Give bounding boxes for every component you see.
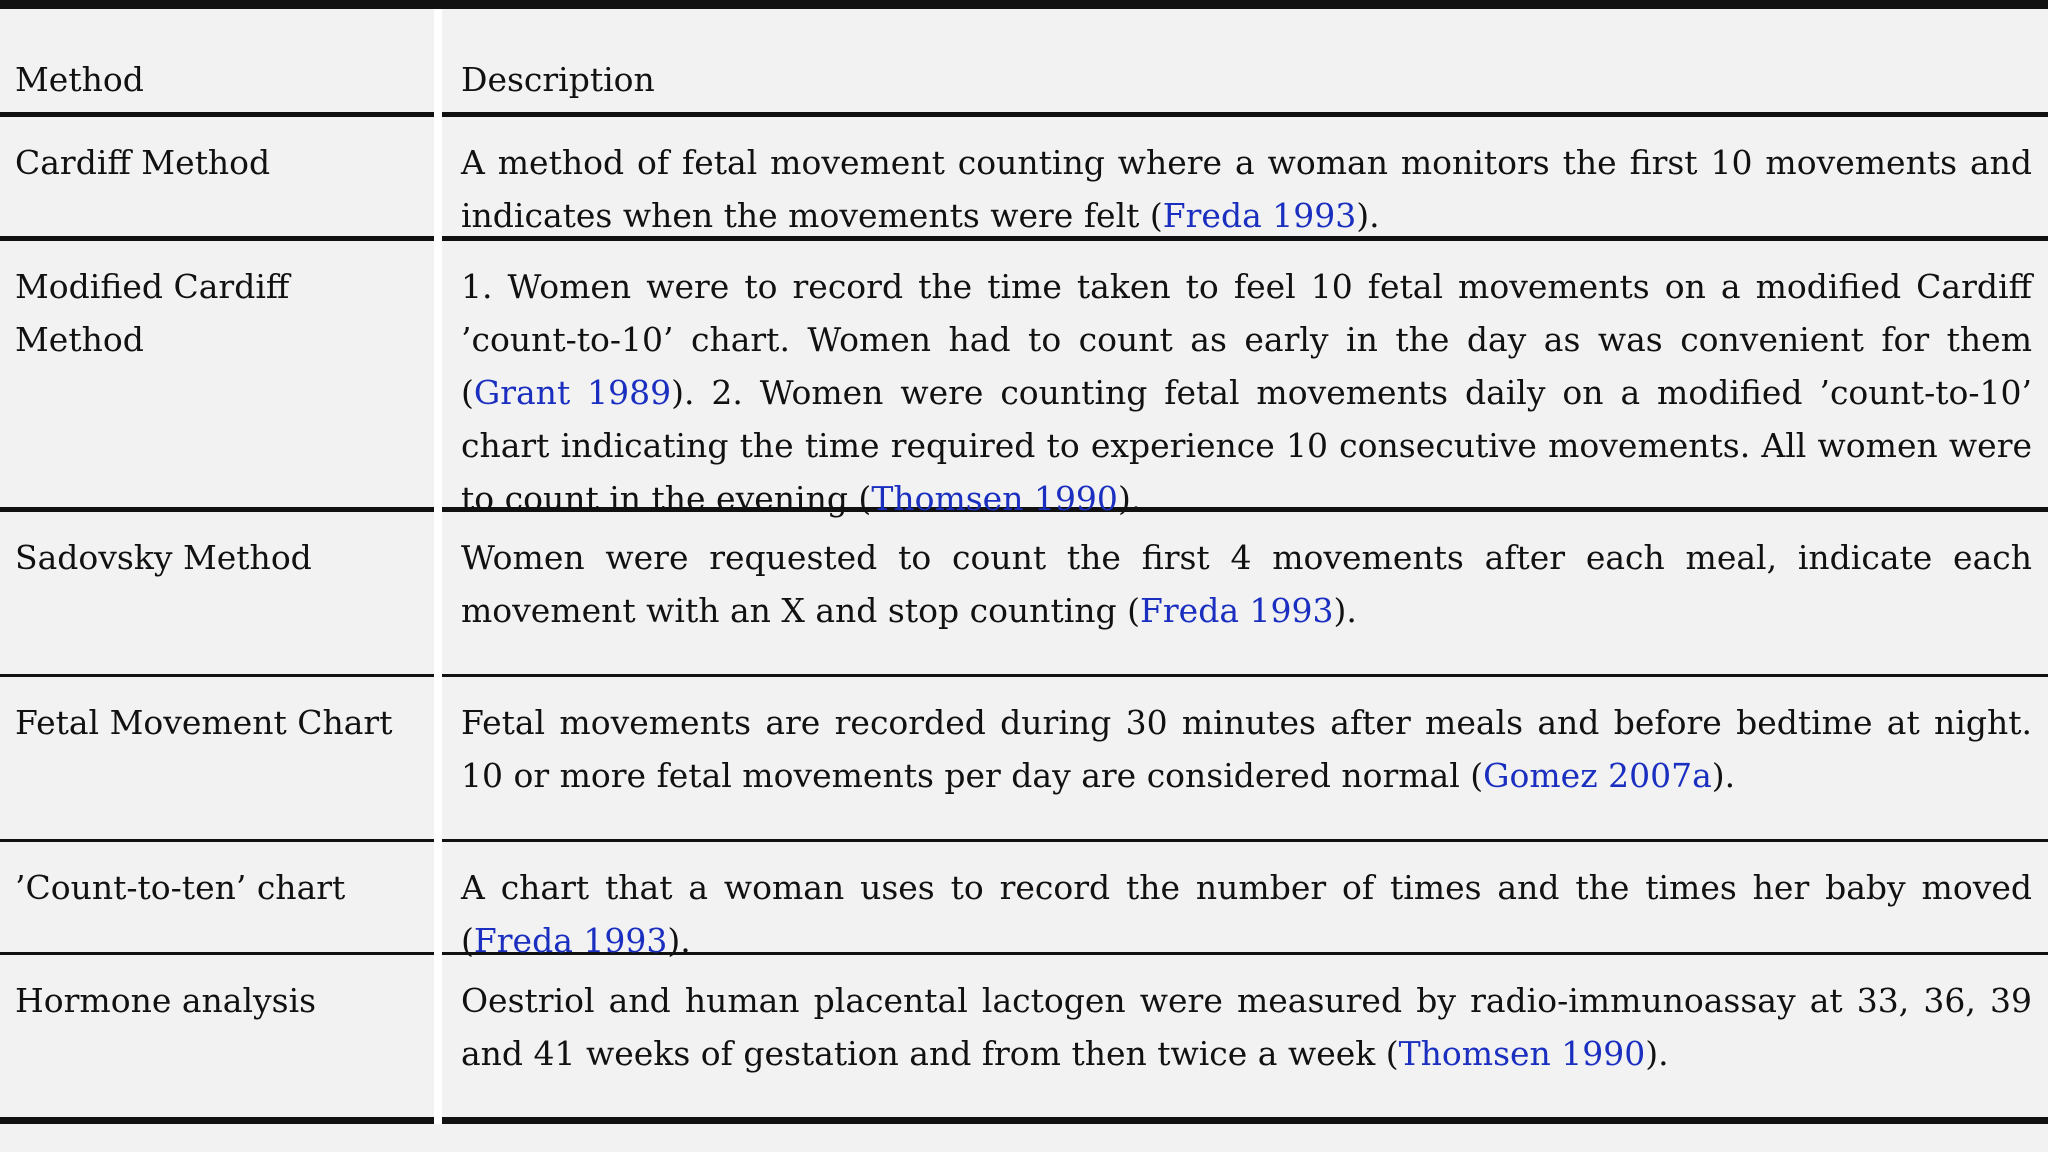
method-name: ’Count-to-ten’ chart — [15, 868, 346, 907]
citation-link[interactable]: Freda 1993 — [1162, 196, 1357, 235]
method-description: Oestriol and human placental lactogen were measured by radio-immunoassay at 33, 36, 39 and 41 weeks of gestation and from then twice a week (Thomsen 1990). — [461, 981, 2032, 1073]
method-name: Cardiff Method — [15, 143, 271, 182]
method-description: Women were requested to count the first 4 movements after each meal, indicate each movement with an X and stop counting (Freda 1993). — [461, 538, 2032, 630]
table-header-row — [0, 5, 2048, 115]
column-header-description: Description — [438, 5, 2048, 115]
citation-link[interactable]: Freda 1993 — [473, 921, 668, 960]
table-row — [0, 841, 2048, 954]
method-description: A chart that a woman uses to record the number of times and the times her baby moved (Freda 1993). — [461, 868, 2032, 960]
method-name: Sadovsky Method — [15, 538, 312, 577]
citation-link[interactable]: Thomsen 1990 — [871, 479, 1118, 518]
column-header-method: Method — [0, 5, 438, 115]
table-row — [0, 510, 2048, 676]
citation-link[interactable]: Gomez 2007a — [1483, 756, 1712, 795]
method-name: Modified Cardiff Method — [15, 267, 290, 359]
method-description: A method of fetal movement counting where a woman monitors the first 10 movements and indicates when the movements were felt (Freda 1993). — [461, 143, 2032, 235]
table-row — [0, 676, 2048, 841]
table-row — [0, 115, 2048, 239]
method-name: Hormone analysis — [15, 981, 317, 1020]
method-description: 1. Women were to record the time taken to feel 10 fetal movements on a modified Cardiff ’count-to-10’ chart. Women had to count as early in the day as was convenient for them (Grant 1989). 2. Women were counting fetal movements daily on a modified ’count-to-10’ chart indicating the time required to experience 10 consecutive movements. All women were to count in the evening (Thomsen 1990). — [461, 267, 2032, 518]
method-description: Fetal movements are recorded during 30 minutes after meals and before bedtime at night. 10 or more fetal movements per day are considered normal (Gomez 2007a). — [461, 703, 2032, 795]
citation-link[interactable]: Thomsen 1990 — [1398, 1034, 1646, 1073]
table-row — [0, 239, 2048, 510]
method-name: Fetal Movement Chart — [15, 703, 393, 742]
table-row — [0, 954, 2048, 1121]
citation-link[interactable]: Freda 1993 — [1140, 591, 1334, 630]
citation-link[interactable]: Grant 1989 — [473, 373, 672, 412]
